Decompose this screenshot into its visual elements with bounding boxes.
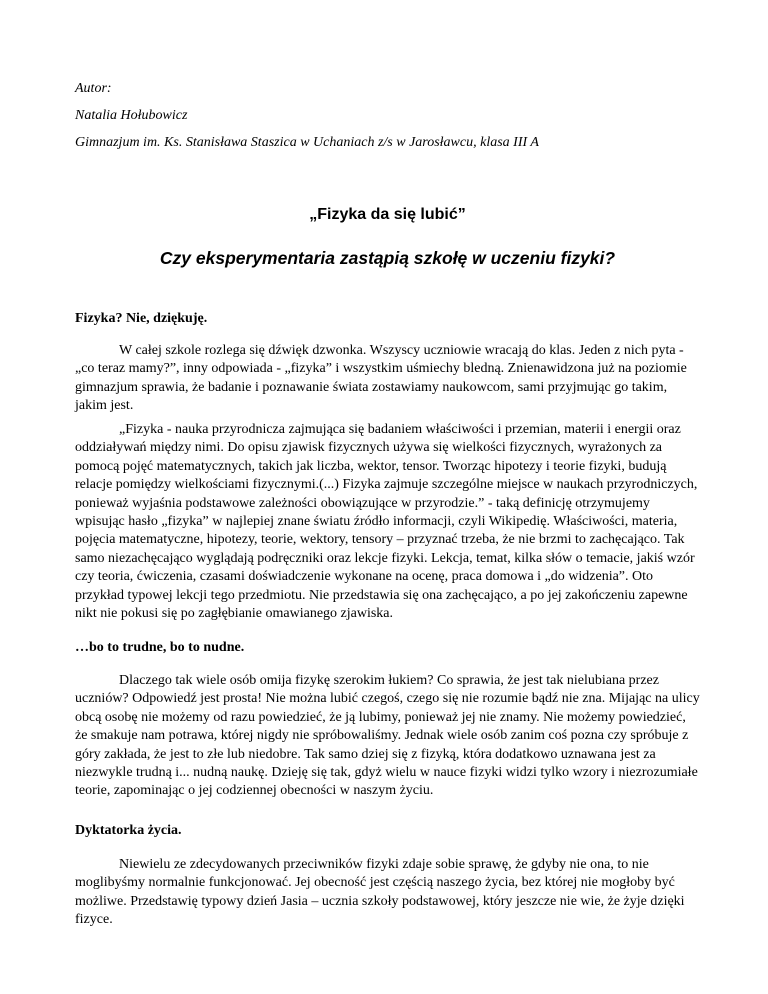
section-heading: Dyktatorka życia. (75, 823, 182, 838)
section-heading: …bo to trudne, bo to nudne. (75, 640, 245, 655)
author-label: Autor: (75, 81, 112, 96)
author-school: Gimnazjum im. Ks. Stanisława Staszica w Uchaniach z/s w Jarosławcu, klasa III A (75, 135, 539, 150)
author-name: Natalia Hołubowicz (75, 108, 188, 123)
section-heading: Fizyka? Nie, dziękuję. (75, 311, 208, 326)
document-title: „Fizyka da się lubić” (309, 206, 466, 223)
paragraph: W całej szkole rozlega się dźwięk dzwonka. Wszyscy uczniowie wracają do klas. Jeden z nich pyta - „co teraz mamy?”, inny odpowiada - „fizyka” i wszystkim uśmiechy bledną. Znienawidzona już na poziomie gimnazjum sprawia, że badanie i poznawanie świata zostawiamy naukowcom, sami przyjmując go takim, jakim jest. (75, 343, 687, 414)
paragraph: Dlaczego tak wiele osób omija fizykę szerokim łukiem? Co sprawia, że jest tak nielubiana przez uczniów? Odpowiedź jest prosta! Nie można lubić czegoś, czego się nie rozumie bądź nie zna. Mijając na ulicy obcą osobę nie możemy od razu powiedzieć, że ją lubimy, ponieważ jej nie znamy. Nie możemy powiedzieć, że smakuje nam potrawa, której nigdy nie spróbowaliśmy. Jednak wiele osób zanim coś pozna czy spróbuje z góry zakłada, że jest to złe lub niedobre. Tak samo dziej się z fizyką, która dodatkowo uznawana jest za niezwykle trudną i... nudną naukę. Dzieję się tak, gdyż wielu w nauce fizyki widzi tylko wzory i niezrozumiałe teorie, zapominając o jej codziennej obecności w naszym życiu. (75, 673, 700, 799)
paragraph: Niewielu ze zdecydowanych przeciwników fizyki zdaje sobie sprawę, że gdyby nie ona, to nie moglibyśmy normalnie funkcjonować. Jej obecność jest częścią naszego życia, bez której nie mogłoby być możliwe. Przedstawię typowy dzień Jasia – ucznia szkoły podstawowej, który jeszcze nie wie, że żyje dzięki fizyce. (75, 857, 685, 928)
paragraph: „Fizyka - nauka przyrodnicza zajmująca się badaniem właściwości i przemian, materii i energii oraz oddziaływań między nimi. Do opisu zjawisk fizycznych używa się wielkości fizycznych, wyrażonych za pomocą pojęć matematycznych, takich jak liczba, wektor, tensor. Tworząc hipotezy i teorie fizyki, budują relacje pomiędzy wielkościami fizycznymi.(...) Fizyka zajmuje szczególne miejsce w naukach przyrodniczych, ponieważ wyjaśnia podstawowe zależności obowiązujące w przyrodzie.” - taką definicję otrzymujemy wpisując hasło „fizyka” w najlepiej znane światu źródło informacji, czyli Wikipedię. Właściwości, materia, pojęcia matematyczne, hipotezy, teorie, wektory, tensory – przyznać trzeba, że nie brzmi to zachęcająco. Tak samo niezachęcająco wyglądają podręczniki oraz lekcje fizyki. Lekcja, temat, kilka słów o temacie, jakiś wzór czy teoria, ćwiczenia, czasami doświadczenie wykonane na ocenę, praca domowa i „do widzenia”. Oto przykład typowej lekcji tego przedmiotu. Nie przedstawia się ona zachęcająco, a po jej zakończeniu zapewne nikt nie pokusi się po zagłębianie omawianego zjawiska. (75, 422, 698, 622)
document-subtitle: Czy eksperymentaria zastąpią szkołę w uczeniu fizyki? (159, 248, 616, 268)
